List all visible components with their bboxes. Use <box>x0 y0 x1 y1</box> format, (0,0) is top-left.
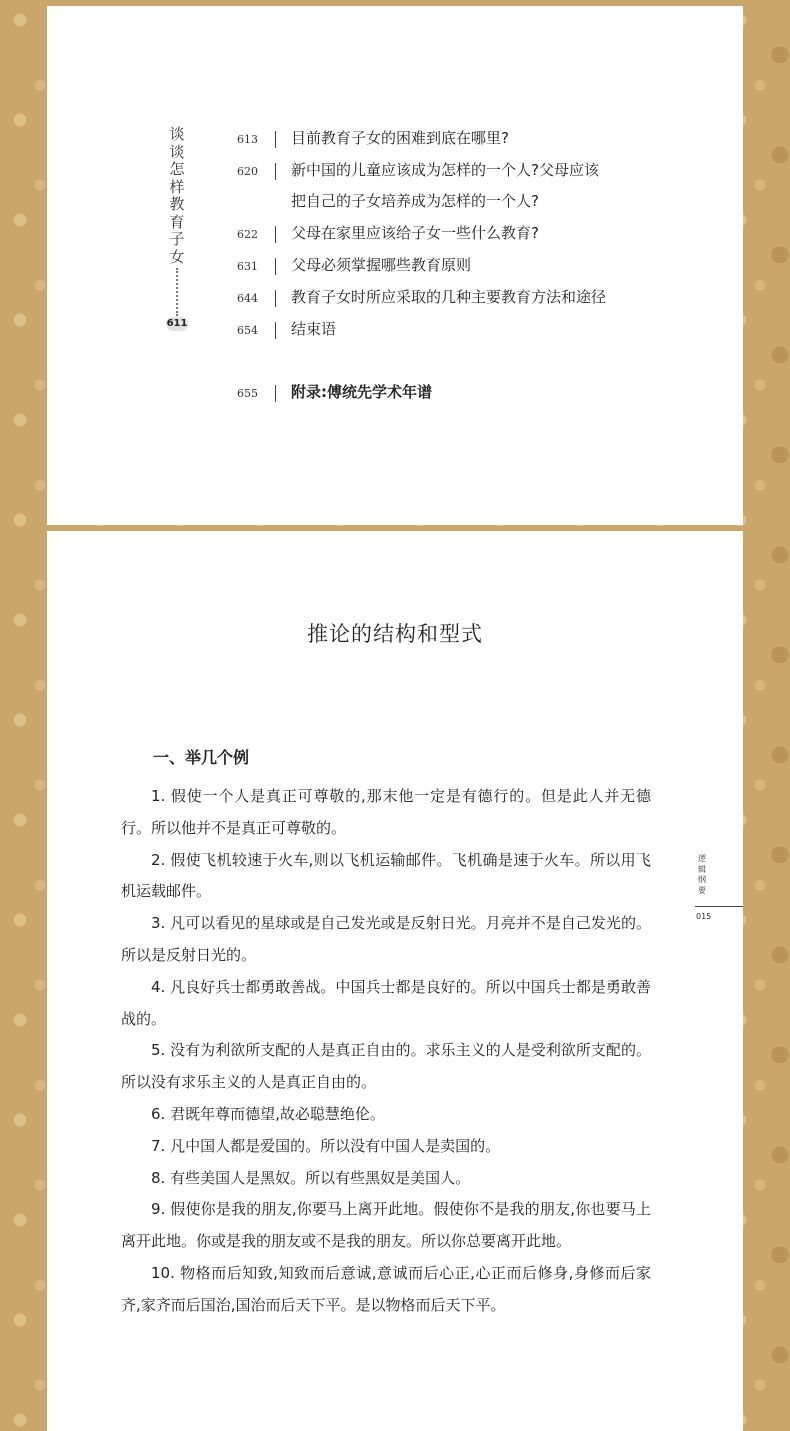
toc-page-number: 620 <box>237 165 258 178</box>
vertical-char: 子 <box>169 230 185 248</box>
toc-page-number: 622 <box>237 228 258 241</box>
toc-page-number: 631 <box>237 260 258 273</box>
example-paragraph: 6. 君既年尊而德望,故必聪慧绝伦。 <box>151 1104 385 1123</box>
vertical-char: 要 <box>698 885 706 895</box>
example-paragraph: 9. 假使你是我的朋友,你要马上离开此地。假使你不是我的朋友,你也要马上离开此地。你或是我的朋友或不是我的朋友。所以你总要离开此地。 <box>121 1200 651 1251</box>
toc-entry[interactable] <box>237 252 717 284</box>
toc-divider <box>275 163 276 180</box>
toc-title: 目前教育子女的困难到底在哪里? <box>291 129 509 147</box>
vertical-char: 谈 <box>169 142 185 161</box>
toc-title: 新中国的儿童应该成为怎样的一个人?父母应该把自己的子女培养成为怎样的一个人? <box>291 161 599 210</box>
vertical-char: 女 <box>169 247 185 266</box>
example-paragraph: 5. 没有为利欲所支配的人是真正自由的。求乐主义的人是受利欲所支配的。所以没有求乐主义的人是真正自由的。 <box>121 1041 651 1092</box>
page-number: 015 <box>696 912 712 921</box>
toc-title: 附录:傅统先学术年谱 <box>291 383 432 401</box>
example-paragraph: 8. 有些美国人是黑奴。所以有些黑奴是美国人。 <box>151 1168 471 1187</box>
example-paragraph: 3. 凡可以看见的星球或是自己发光或是反射日光。月亮并不是自己发光的。所以是反射日光的。 <box>121 914 651 964</box>
vertical-char: 怎 <box>169 160 185 178</box>
toc-page-number: 613 <box>237 133 258 146</box>
toc-divider <box>275 131 276 148</box>
toc-title: 父母必须掌握哪些教育原则 <box>291 256 472 274</box>
toc-divider <box>275 322 276 339</box>
toc-entry[interactable] <box>237 157 717 220</box>
book-page-toc <box>47 6 743 525</box>
vertical-char: 样 <box>169 177 185 196</box>
toc-title: 父母在家里应该给子女一些什么教育? <box>291 224 539 242</box>
vertical-char: 育 <box>169 212 185 231</box>
vertical-char: 谈 <box>169 125 185 143</box>
toc-entry[interactable] <box>237 125 717 157</box>
vertical-book-title <box>167 126 187 266</box>
book-page-chapter <box>47 531 743 1431</box>
example-paragraph: 4. 凡良好兵士都勇敢善战。中国兵士都是良好的。所以中国兵士都是勇敢善战的。 <box>121 977 651 1028</box>
example-paragraph: 1. 假使一个人是真正可尊敬的,那末他一定是有德行的。但是此人并无德行。所以他并不是真正可尊敬的。 <box>121 787 651 837</box>
toc-divider <box>275 385 276 402</box>
toc-title: 教育子女时所应采取的几种主要教育方法和途径 <box>291 288 607 306</box>
toc-divider <box>275 226 276 243</box>
toc-entry[interactable] <box>237 316 717 348</box>
section-heading: 一、举几个例 <box>153 748 250 767</box>
chapter-title: 推论的结构和型式 <box>307 622 483 646</box>
vertical-char: 教 <box>169 195 185 213</box>
toc-entry[interactable] <box>237 379 717 411</box>
vertical-char: 纲 <box>698 875 706 884</box>
toc-title: 结束语 <box>291 320 337 338</box>
toc-page-number: 654 <box>237 324 258 337</box>
dotted-leader <box>176 268 178 316</box>
vertical-char: 辑 <box>698 864 706 874</box>
vertical-char: 逻 <box>698 854 706 863</box>
running-head-rule <box>695 906 743 907</box>
page-number-badge: 611 <box>166 318 188 329</box>
running-head-label <box>696 854 708 896</box>
toc-entry[interactable] <box>237 220 717 252</box>
toc-divider <box>275 290 276 307</box>
example-paragraph: 2. 假使飞机较速于火车,则以飞机运输邮件。飞机确是速于火车。所以用飞机运载邮件。 <box>121 850 651 901</box>
example-paragraph: 10. 物格而后知致,知致而后意诚,意诚而后心正,心正而后修身,身修而后家齐,家齐而后国治,国治而后天下平。是以物格而后天下平。 <box>121 1263 651 1314</box>
toc-divider <box>275 258 276 275</box>
table-of-contents <box>237 125 717 411</box>
example-paragraph: 7. 凡中国人都是爱国的。所以没有中国人是卖国的。 <box>151 1136 501 1155</box>
toc-page-number: 644 <box>237 292 258 305</box>
example-list <box>121 781 651 1322</box>
toc-page-number: 655 <box>237 387 258 400</box>
toc-entry[interactable] <box>237 284 717 316</box>
